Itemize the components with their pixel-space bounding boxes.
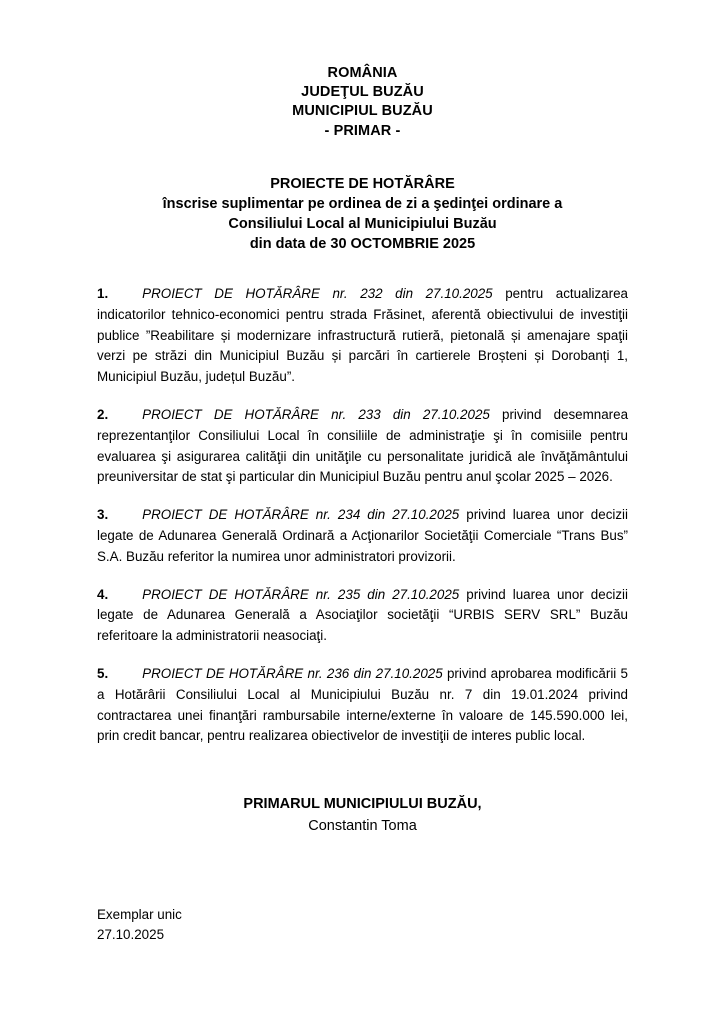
item-text: privind aprobarea modificării 5 a Hotărârii Consiliului Local al Municipiului Buzău nr. 7 din 19.01.2024 privind contractarea unei finanţări rambursabile interne/externe în valoare de 145.590.000 lei, prin credit bancar, pentru realizarea obiectivelor de investiţii de interes public local.	[97, 665, 628, 744]
doc-title-line-4: din data de 30 OCTOMBRIE 2025	[249, 236, 476, 252]
item-reference: PROIECT DE HOTĂRÂRE nr. 236 din 27.10.2025	[142, 665, 443, 681]
item-text: privind desemnarea reprezentanţilor Consiliului Local în consiliile de administraţie şi în comisiile pentru evaluarea şi asigurarea calităţii din unităţile cu personalitate juridică ale învăţământului preuniversitar de stat şi particular din Municipiul Buzău pentru anul şcolar 2025 – 2026.	[97, 406, 629, 485]
item-reference: PROIECT DE HOTĂRÂRE nr. 234 din 27.10.2025	[142, 507, 460, 523]
masthead	[97, 64, 628, 141]
item-reference: PROIECT DE HOTĂRÂRE nr. 232 din 27.10.2025	[142, 286, 493, 301]
item-number: 4.	[97, 586, 109, 602]
doc-title-line-2: înscrise suplimentar pe ordinea de zi a şedinţei ordinare a	[162, 196, 563, 212]
footer-copies: Exemplar unic	[97, 907, 182, 922]
item-number: 2.	[97, 406, 109, 422]
item-number: 3.	[97, 507, 109, 523]
item-reference: PROIECT DE HOTĂRÂRE nr. 233 din 27.10.2025	[142, 406, 490, 422]
masthead-municipality: MUNICIPIUL BUZĂU	[292, 103, 433, 119]
masthead-county: JUDEŢUL BUZĂU	[301, 84, 424, 100]
item-text: privind luarea unor decizii legate de Adunarea Generală Ordinară a Acţionarilor Societăţii Comerciale “Trans Bus” S.A. Buzău referitor la numirea unor administratori provizorii.	[97, 507, 629, 564]
item-number: 5.	[97, 665, 109, 681]
signature-block	[97, 793, 628, 837]
signatory-name: Constantin Toma	[308, 818, 417, 835]
list-item	[97, 284, 628, 388]
item-number: 1.	[97, 286, 109, 301]
masthead-office: - PRIMAR -	[324, 123, 401, 139]
doc-title-line-3: Consiliului Local al Municipiului Buzău	[228, 216, 497, 232]
item-text: privind luarea unor decizii legate de Adunarea Generală a Asociaţilor societăţii “URBIS SERV SRL” Buzău referitoare la administratorii neasociaţi.	[97, 586, 629, 644]
item-text: pentru actualizarea indicatorilor tehnico-economici pentru strada Frăsinet, aferentă obiectivului de investiţii publice ”Reabilitare și modernizare infrastructură rutieră, pietonală și amenajare spaţii verzi pe străzi din Municipiul Buzău și parcări în cartierele Broșteni și Dorobanți 1, Municipiul Buzău, județul Buzău”.	[97, 286, 628, 385]
list-item	[97, 664, 628, 747]
page-title	[97, 174, 628, 254]
list-item	[97, 505, 628, 567]
doc-title-line-1: PROIECTE DE HOTĂRÂRE	[270, 176, 455, 192]
list-item	[97, 585, 628, 647]
draft-decisions-list	[97, 284, 628, 747]
list-item	[97, 405, 628, 488]
masthead-country: ROMÂNIA	[327, 65, 398, 81]
document-footer	[97, 905, 182, 945]
signatory-role: PRIMARUL MUNICIPIULUI BUZĂU,	[243, 796, 482, 813]
footer-date: 27.10.2025	[97, 927, 165, 942]
item-reference: PROIECT DE HOTĂRÂRE nr. 235 din 27.10.2025	[142, 586, 460, 602]
